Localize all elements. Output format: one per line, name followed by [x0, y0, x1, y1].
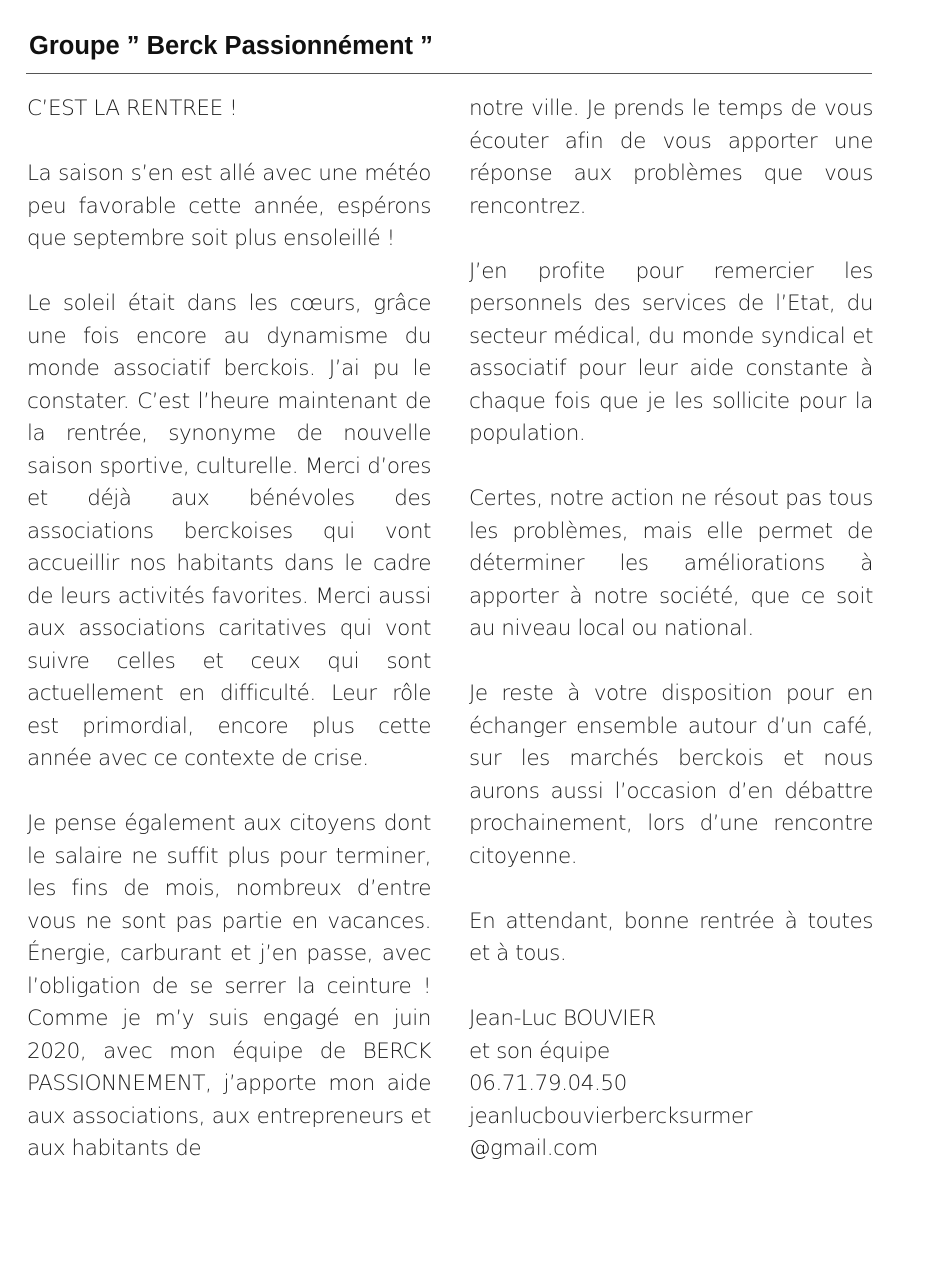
article-paragraph: Je reste à votre disposition pour en échanger ensemble autour d’un café, sur les marchés berckois et nous aurons aussi l’occasion d’en débattre prochainement, lors d’une rencontre citoyenne. — [469, 681, 873, 869]
article-paragraph: notre ville. Je prends le temps de vous écouter afin de vous apporter une réponse aux problèmes que vous rencontrez. — [469, 96, 873, 219]
text-column-left — [27, 93, 431, 1166]
signature-team: et son équipe — [469, 1038, 610, 1064]
signature-email-line1: jeanlucbouvierbercksurmer — [469, 1103, 753, 1129]
article-header — [26, 28, 872, 74]
signature-phone: 06.71.79.04.50 — [469, 1071, 627, 1096]
article-paragraph: En attendant, bonne rentrée à toutes et à tous. — [469, 908, 873, 966]
article-paragraph: Le soleil était dans les cœurs, grâce une fois encore au dynamisme du monde associatif berckois. J’ai pu le constater. C’est l’heure maintenant de la rentrée, synonyme de nouvelle saison sportive, culturelle. Merci d’ores et déjà aux bénévoles des associations berckoises qui vont accueillir nos habitants dans le cadre de leurs activités favorites. Merci aussi aux associations caritatives qui vont suivre celles et ceux qui sont actuellement en difficulté. Leur rôle est primordial, encore plus cette année avec ce contexte de crise. — [27, 291, 431, 771]
article-paragraph: C’EST LA RENTREE ! — [27, 96, 238, 121]
article-title: Groupe ” Berck Passionnément ” — [29, 32, 433, 60]
article-paragraph: La saison s’en est allé avec une météo peu favorable cette année, espérons que septembre soit plus ensoleillé ! — [27, 161, 431, 251]
article-paragraph: Je pense également aux citoyens dont le salaire ne suffit plus pour terminer, les fins de mois, nombreux d’entre vous ne sont pas partie en vacances. Énergie, carburant et j’en passe, avec l’obligation de se serrer la ceinture ! Comme je m’y suis engagé en juin 2020, avec mon équipe de BERCK PASSIONNEMENT, j’apporte mon aide aux associations, aux entrepreneurs et aux habitants de — [27, 811, 431, 1161]
article-paragraph: J’en profite pour remercier les personnels des services de l’Etat, du secteur médical, du monde syndical et associatif pour leur aide constante à chaque fois que je les sollicite pour la population. — [469, 258, 873, 446]
text-column-right — [469, 93, 873, 1166]
signature-name: Jean-Luc BOUVIER — [469, 1006, 656, 1031]
article-paragraph: Certes, notre action ne résout pas tous les problèmes, mais elle permet de déterminer les améliorations à apporter à notre société, que ce soit au niveau local ou national. — [469, 486, 873, 641]
signature-block — [469, 1003, 873, 1166]
signature-email-line2: @gmail.com — [469, 1136, 598, 1161]
